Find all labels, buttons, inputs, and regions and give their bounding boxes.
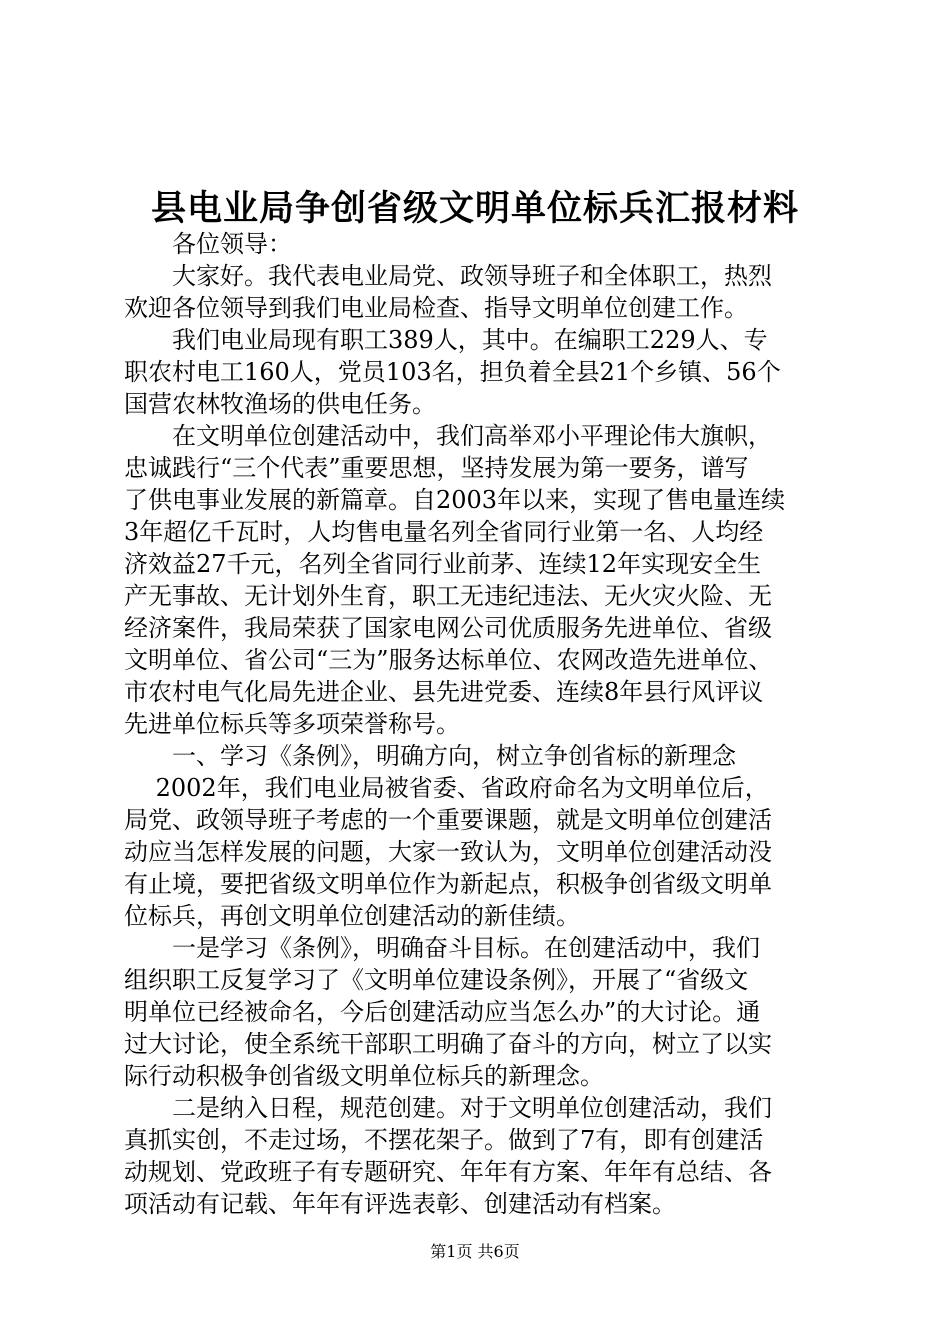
text-line: 过大讨论，使全系统干部职工明确了奋斗的方向，树立了以实 xyxy=(124,1030,772,1058)
text-line: 大家好。我代表电业局党、政领导班子和全体职工，热烈 xyxy=(124,262,772,290)
text-line: 了供电事业发展的新篇章。自2003年以来，实现了售电量连续 xyxy=(124,486,786,514)
text-line: 市农村电气化局先进企业、县先进党委、连续8年县行风评议 xyxy=(124,678,764,706)
text-line: 产无事故、无计划外生育，职工无违纪违法、无火灾火险、无 xyxy=(124,582,772,610)
text-line: 欢迎各位领导到我们电业局检查、指导文明单位创建工作。 xyxy=(124,294,748,322)
text-line: 忠诚践行“三个代表”重要思想，坚持发展为第一要务，谱写 xyxy=(124,454,749,482)
text-line: 有止境，要把省级文明单位作为新起点，积极争创省级文明单 xyxy=(124,870,772,898)
text-line: 一、学习《条例》，明确方向，树立争创省标的新理念 xyxy=(124,742,736,770)
text-line: 二是纳入日程，规范创建。对于文明单位创建活动，我们 xyxy=(124,1094,772,1122)
text-line: 项活动有记载、年年有评选表彰、创建活动有档案。 xyxy=(124,1190,676,1218)
text-line: 先进单位标兵等多项荣誉称号。 xyxy=(124,710,460,738)
text-line: 位标兵，再创文明单位创建活动的新佳绩。 xyxy=(124,902,580,930)
text-line: 2002年，我们电业局被省委、省政府命名为文明单位后， xyxy=(124,774,769,802)
text-line: 局党、政领导班子考虑的一个重要课题，就是文明单位创建活 xyxy=(124,806,772,834)
document-body xyxy=(124,228,842,1220)
text-line: 际行动积极争创省级文明单位标兵的新理念。 xyxy=(124,1062,604,1090)
text-line: 济效益27千元，名列全省同行业前茅、连续12年实现安全生 xyxy=(124,550,762,578)
document-title: 县电业局争创省级文明单位标兵汇报材料 xyxy=(150,188,799,229)
text-line: 职农村电工160人，党员103名，担负着全县21个乡镇、56个 xyxy=(124,358,781,386)
text-line: 动应当怎样发展的问题，大家一致认为，文明单位创建活动没 xyxy=(124,838,772,866)
text-line: 我们电业局现有职工389人，其中。在编职工229人、专 xyxy=(124,326,768,354)
text-line: 一是学习《条例》，明确奋斗目标。在创建活动中，我们 xyxy=(124,934,760,962)
text-line: 明单位已经被命名，今后创建活动应当怎么办”的大讨论。通 xyxy=(124,998,761,1026)
text-line: 国营农林牧渔场的供电任务。 xyxy=(124,390,436,418)
text-line: 3年超亿千瓦时，人均售电量名列全省同行业第一名、人均经 xyxy=(124,518,764,546)
page-number-footer: 第1页 共6页 xyxy=(430,1242,520,1261)
text-line: 在文明单位创建活动中，我们高举邓小平理论伟大旗帜， xyxy=(124,422,772,450)
text-line: 经济案件，我局荣获了国家电网公司优质服务先进单位、省级 xyxy=(124,614,772,642)
text-line: 各位领导： xyxy=(124,230,292,258)
text-line: 文明单位、省公司“三为”服务达标单位、农网改造先进单位、 xyxy=(124,646,773,674)
text-line: 真抓实创，不走过场，不摆花架子。做到了7有，即有创建活 xyxy=(124,1126,764,1154)
text-line: 组织职工反复学习了《文明单位建设条例》，开展了“省级文 xyxy=(124,966,749,994)
text-line: 动规划、党政班子有专题研究、年年有方案、年年有总结、各 xyxy=(124,1158,772,1186)
